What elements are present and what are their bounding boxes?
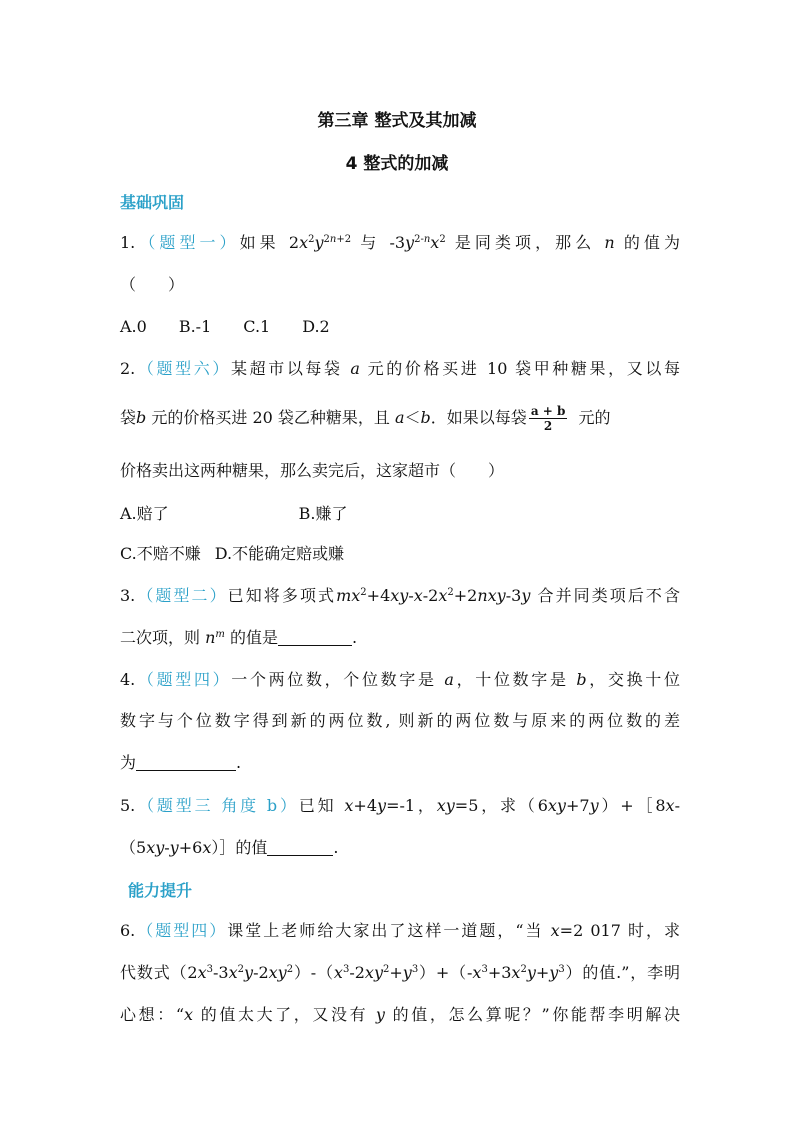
question-1-paren: （ ） — [120, 275, 185, 294]
option-d: D.不能确定赔或赚 — [214, 544, 345, 563]
question-4-line-2: 数字与个位数字得到新的两位数, 则新的两位数与原来的两位数的差 — [120, 711, 680, 730]
answer-blank[interactable] — [267, 841, 333, 856]
lesson-title: 4 整式的加减 — [345, 154, 449, 174]
question-1-tag: （题型一） — [135, 233, 240, 252]
question-2-options-row-2 — [120, 543, 680, 565]
question-3-tag: （题型二） — [135, 586, 228, 605]
question-6-line-2: 代数式$(2x^3-3x^2y-2xy^2)-(x^3-2xy^2+y^3)+(-x^3+3x^2y+y^3)$的值.”，李明 — [120, 963, 680, 982]
option-d: D.2 — [302, 317, 330, 336]
option-a: A.0 — [120, 317, 147, 336]
question-5-line-2: （5xy-y+6x）］的值 . — [120, 838, 339, 857]
question-5-tag: （题型三 角度 b） — [135, 796, 299, 815]
question-4-tag: （题型四） — [135, 670, 232, 689]
option-b: B.赚了 — [298, 504, 348, 523]
question-3-line-2: 二次项，则 $n^m$ 的值是 . — [120, 628, 358, 647]
question-2-line-2: 袋b 元的价格买进 20 袋乙种糖果，且 a＜b．如果以每袋 $\frac{a + b}{2}$ 元的 — [120, 404, 611, 433]
question-4-line-1: 4.（题型四）一个两位数，个位数字是 a，十位数字是 b，交换十位 — [120, 670, 680, 689]
answer-blank[interactable] — [136, 756, 236, 771]
option-a: A.赔了 — [120, 504, 169, 523]
question-1-line-1: 1.（题型一）如果 $2x^2y^{2n+2}$ 与 $-3y^{2-n}x^2$ 是同类项，那么 n 的值为 — [120, 233, 680, 252]
question-4-line-3: 为 . — [120, 753, 242, 772]
question-5-line-1: 5.（题型三 角度 b）已知 x+4y=-1，xy=5，求（6xy+7y）+［8x- — [120, 796, 680, 815]
question-2-line-1: 2.（题型六）某超市以每袋 a 元的价格买进 10 袋甲种糖果，又以每 — [120, 359, 680, 378]
question-2-line-3: 价格卖出这两种糖果，那么卖完后，这家超市（ ） — [120, 461, 505, 480]
answer-blank[interactable] — [278, 631, 352, 646]
option-c: C.不赔不赚 — [120, 544, 201, 563]
question-2-tag: （题型六） — [135, 359, 231, 378]
question-1-options — [120, 316, 680, 338]
question-3-line-1: 3.（题型二）已知将多项式$mx^2+4xy-x-2x^2+2nxy-3y$ 合并同类项后不含 — [120, 586, 680, 605]
section-basic: 基础巩固 — [120, 193, 185, 212]
option-b: B.-1 — [178, 317, 212, 336]
fraction: $\frac{a + b}{2}$ — [530, 404, 566, 433]
section-advanced: 能力提升 — [128, 881, 193, 900]
question-2-options-row-1 — [120, 503, 680, 525]
chapter-title: 第三章 整式及其加减 — [317, 111, 477, 131]
question-6-tag: （题型四） — [135, 921, 228, 940]
question-6-line-1: 6.（题型四）课堂上老师给大家出了这样一道题，“当 x=2 017 时，求 — [120, 921, 680, 940]
question-6-line-3: 心想：“x 的值太大了，又没有 y 的值，怎么算呢？”你能帮李明解决 — [120, 1005, 680, 1024]
option-c: C.1 — [243, 317, 271, 336]
